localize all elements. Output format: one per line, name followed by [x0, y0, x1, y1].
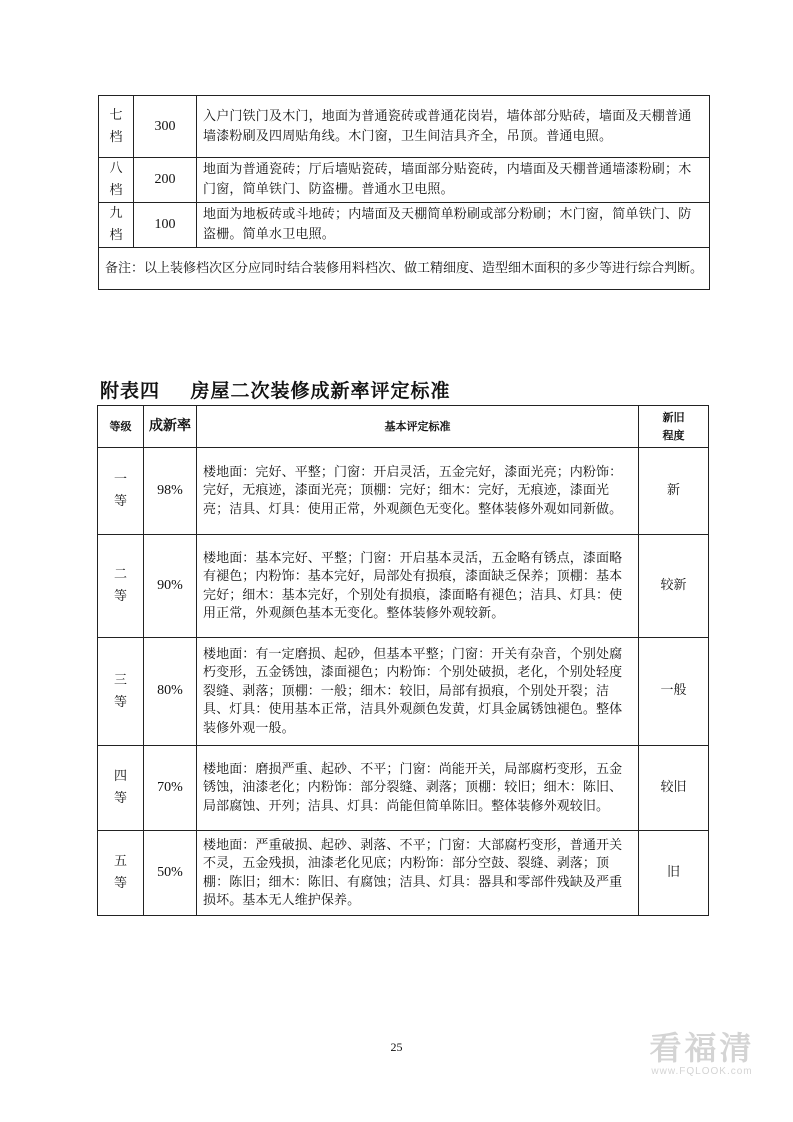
table-row — [98, 638, 709, 746]
standard-cell: 楼地面：有一定磨损、起砂，但基本平整；门窗：开关有杂音，个别处腐朽变形，五金锈蚀，漆面褪色；内粉饰：个别处破损，老化，个别处轻度裂缝、剥落；顶棚：一般；细木：较旧，局部有损痕，个别处开裂；洁具、灯具：使用基本正常，洁具外观颜色发黄，灯具金属锈蚀褪色。整体装修外观一般。 — [197, 638, 639, 746]
rate-cell: 50% — [144, 831, 197, 916]
table-row — [98, 448, 709, 535]
section-heading: 附表四 房屋二次装修成新率评定标准 — [100, 380, 451, 402]
condition-cell: 较新 — [639, 535, 709, 638]
grade-cell: 二等 — [98, 535, 144, 638]
header-row — [98, 406, 709, 448]
standard-cell: 楼地面：严重破损、起砂、剥落、不平；门窗：大部腐朽变形，普通开关不灵，五金残损，油漆老化见底；内粉饰：部分空鼓、裂缝、剥落；顶棚：陈旧；细木：陈旧、有腐蚀；洁具、灯具：器具和零部件残缺及严重损坏。基本无人维护保养。 — [197, 831, 639, 916]
header-condition: 新旧程度 — [639, 406, 709, 448]
rate-cell: 98% — [144, 448, 197, 535]
watermark-url: www.FQLOOK.com — [651, 1066, 753, 1077]
description-cell: 地面为普通瓷砖；厅后墙贴瓷砖，墙面部分贴瓷砖，内墙面及天棚普通墙漆粉刷；木门窗，简单铁门、防盗栅。普通水卫电照。 — [197, 158, 710, 203]
level-cell: 九档 — [99, 203, 134, 248]
level-cell: 八档 — [99, 158, 134, 203]
cost-cell: 100 — [134, 203, 197, 248]
table-row — [99, 158, 710, 203]
table-row — [99, 248, 710, 290]
description-cell: 地面为地板砖或斗地砖；内墙面及天棚简单粉刷或部分粉刷；木门窗，简单铁门、防盗栅。简单水卫电照。 — [197, 203, 710, 248]
grade-cell: 五等 — [98, 831, 144, 916]
grade-cell: 三等 — [98, 638, 144, 746]
table-row — [99, 96, 710, 158]
note-cell: 备注：以上装修档次区分应同时结合装修用料档次、做工精细度、造型细木面积的多少等进行综合判断。 — [99, 248, 710, 290]
table-row — [98, 535, 709, 638]
decoration-level-table — [98, 95, 710, 290]
rate-cell: 70% — [144, 746, 197, 831]
level-cell: 七档 — [99, 96, 134, 158]
rate-cell: 90% — [144, 535, 197, 638]
watermark-logo-text: 看福清 — [649, 1029, 755, 1067]
condition-cell: 新 — [639, 448, 709, 535]
renovation-rate-table — [97, 405, 709, 916]
condition-cell: 较旧 — [639, 746, 709, 831]
condition-cell: 旧 — [639, 831, 709, 916]
description-cell: 入户门铁门及木门，地面为普通瓷砖或普通花岗岩，墙体部分贴砖，墙面及天棚普通墙漆粉刷及四周贴角线。木门窗，卫生间洁具齐全，吊顶。普通电照。 — [197, 96, 710, 158]
grade-cell: 一等 — [98, 448, 144, 535]
table-row — [98, 831, 709, 916]
header-standard: 基本评定标准 — [197, 406, 639, 448]
cost-cell: 300 — [134, 96, 197, 158]
header-grade: 等级 — [98, 406, 144, 448]
table-row — [98, 746, 709, 831]
rate-cell: 80% — [144, 638, 197, 746]
page-number: 25 — [390, 1040, 403, 1054]
grade-cell: 四等 — [98, 746, 144, 831]
site-watermark — [632, 1030, 772, 1077]
standard-cell: 楼地面：基本完好、平整；门窗：开启基本灵活，五金略有锈点，漆面略有褪色；内粉饰：基本完好，局部处有损痕，漆面缺乏保养；顶棚：基本完好；细木：基本完好，个别处有损痕，漆面略有褪色；洁具、灯具：使用正常，外观颜色基本无变化。整体装修外观较新。 — [197, 535, 639, 638]
condition-cell: 一般 — [639, 638, 709, 746]
table-row — [99, 203, 710, 248]
standard-cell: 楼地面：完好、平整；门窗：开启灵活，五金完好，漆面光亮；内粉饰：完好，无痕迹，漆面光亮；顶棚：完好；细木：完好，无痕迹，漆面光亮；洁具、灯具：使用正常，外观颜色无变化。整体装修外观如同新做。 — [197, 448, 639, 535]
cost-cell: 200 — [134, 158, 197, 203]
standard-cell: 楼地面：磨损严重、起砂、不平；门窗：尚能开关，局部腐朽变形，五金锈蚀，油漆老化；内粉饰：部分裂缝、剥落；顶棚：较旧；细木：陈旧、局部腐蚀、开列；洁具、灯具：尚能但简单陈旧。整体装修外观较旧。 — [197, 746, 639, 831]
header-rate: 成新率 — [144, 406, 197, 448]
